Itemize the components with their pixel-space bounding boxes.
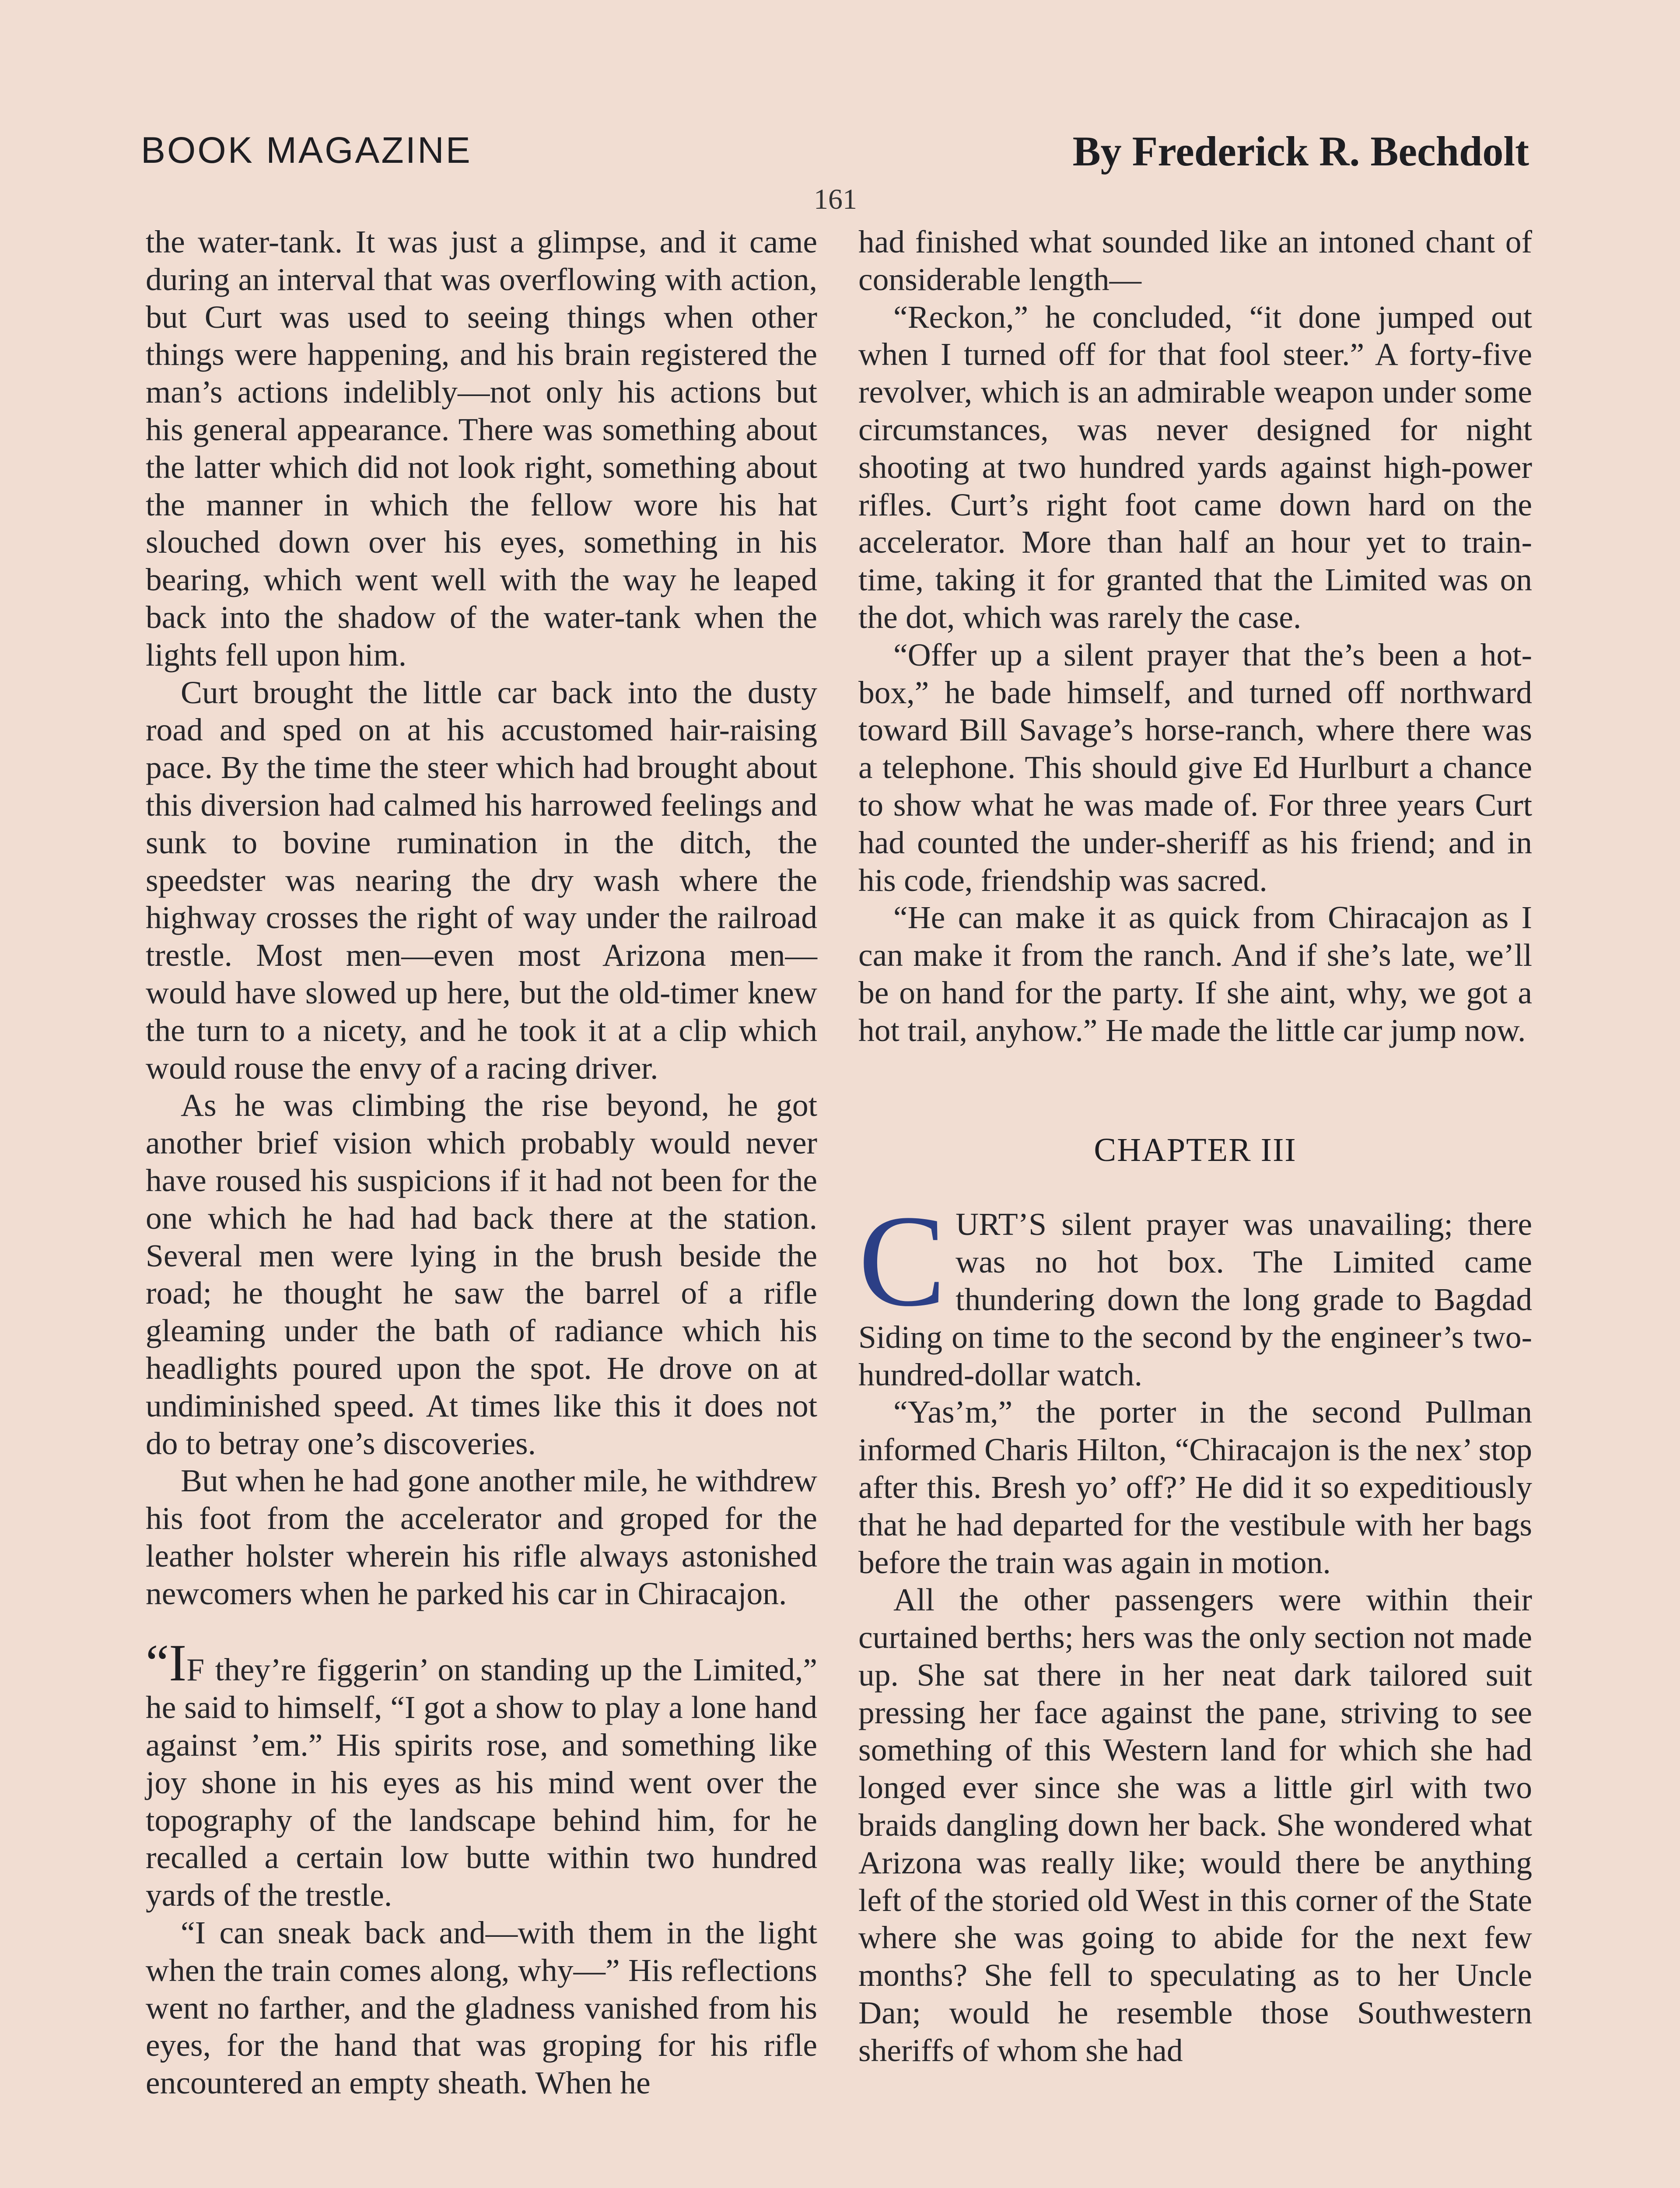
paragraph: URT’S silent prayer was unavailing; there was no hot box. The Limited came thundering down the long grade to Bagdad Siding on time to the second by the engineer’s two-hundred-dollar watch. — [858, 1206, 1532, 1392]
section-break — [146, 1612, 817, 1650]
author-byline: By Frederick R. Bechdolt — [1072, 128, 1529, 175]
paragraph: Curt brought the little car back into the dusty road and sped on at his accustomed hair-raising pace. By the time the steer which had brought about this diversion had calmed his harrowed feelings and sunk to bovine rumination in the ditch, the speedster was nearing the dry wash where the highway crosses the right of way under the railroad trestle. Most men—even most Arizona men—would have slowed up here, but the old-timer knew the turn to a nicety, and he took it at a clip which would rouse the envy of a racing driver. — [146, 674, 817, 1086]
paragraph: All the other passengers were within their curtained berths; hers was the only section not made up. She sat there in her neat dark tailored suit pressing her face against the pane, striving to see something of this Western land for which she had longed ever since she was a little girl with two braids dangling down her back. She wondered what Arizona was really like; would there be anything left of the storied old West in this corner of the State where she was going to abide for the next few months? She fell to speculating as to her Uncle Dan; would he resemble those Southwestern sheriffs of whom she had — [858, 1582, 1532, 2068]
left-column — [146, 223, 817, 2102]
paragraph: But when he had gone another mile, he withdrew his foot from the accelerator and groped for the leather holster wherein his rifle always astonished newcomers when he parked his car in Chiracajon. — [146, 1463, 817, 1611]
drop-quote: “I — [146, 1634, 187, 1692]
chapter-opening — [858, 1188, 1532, 1393]
paragraph: “He can make it as quick from Chiracajon as I can make it from the ranch. And if she’s late, we’ll be on hand for the party. If she aint, why, we got a hot trail, anyhow.” He made the little car jump now. — [858, 900, 1532, 1048]
paragraph-text: F they’re figgerin’ on standing up the Limited,” he said to himself, “I got a show to play a lone hand against ’em.” His spirits rose, and something like joy shone in his eyes as his mind went over the topography of the landscape behind him, for he recalled a certain low butte within two hundred yards of the trestle. — [146, 1652, 817, 1913]
paragraph: “Offer up a silent prayer that the’s been a hot-box,” he bade himself, and turned off northward toward Bill Savage’s horse-ranch, where there was a telephone. This should give Ed Hurlburt a chance to show what he was made of. For three years Curt had counted the under-sheriff as his friend; and in his code, friendship was sacred. — [858, 637, 1532, 898]
page-number: 161 — [814, 183, 857, 215]
chapter-heading: CHAPTER III — [1094, 1131, 1297, 1168]
paragraph: “Reckon,” he concluded, “it done jumped out when I turned off for that fool steer.” A forty-five revolver, which is an admirable weapon under some circumstances, was never designed for night shooting at two hundred yards against high-power rifles. Curt’s right foot came down hard on the accelerator. More than half an hour yet to train-time, taking it for granted that the Limited was on the dot, which was rarely the case. — [858, 299, 1532, 635]
paragraph: “I can sneak back and—with them in the light when the train comes along, why—” His reflections went no farther, and the gladness vanished from his eyes, for the hand that was groping for his rifle encountered an empty sheath. When he — [146, 1915, 817, 2101]
paragraph: As he was climbing the rise beyond, he got another brief vision which probably would never have roused his suspicions if it had not been for the one which he had had back there at the station. Several men were lying in the brush beside the road; he thought he saw the barrel of a rifle gleaming under the bath of radiance which his headlights poured upon the spot. He drove on at undiminished speed. At times like this it does not do to betray one’s discoveries. — [146, 1087, 817, 1461]
paragraph: had finished what sounded like an intoned chant of considerable length— — [858, 224, 1532, 297]
paragraph: the water-tank. It was just a glimpse, and it came during an interval that was overflowing with action, but Curt was used to seeing things when other things were happening, and his brain registered the man’s actions indelibly—not only his actions but his general appearance. There was something about the latter which did not look right, something about the manner in which the fellow wore his hat slouched down over his eyes, something in his bearing, which went well with the way he leaped back into the shadow of the water-tank when the lights fell upon him. — [146, 224, 817, 673]
magazine-title: BOOK MAGAZINE — [141, 130, 472, 171]
paragraph: “Yas’m,” the porter in the second Pullman informed Charis Hilton, “Chiracajon is the nex’ stop after this. Bresh yo’ off?’ He did it so expeditiously that he had departed for the vestibule with her bags before the train was again in motion. — [858, 1394, 1532, 1580]
drop-cap: C — [858, 1188, 946, 1334]
right-column — [858, 223, 1532, 2069]
paragraph-opening — [146, 1634, 817, 1914]
